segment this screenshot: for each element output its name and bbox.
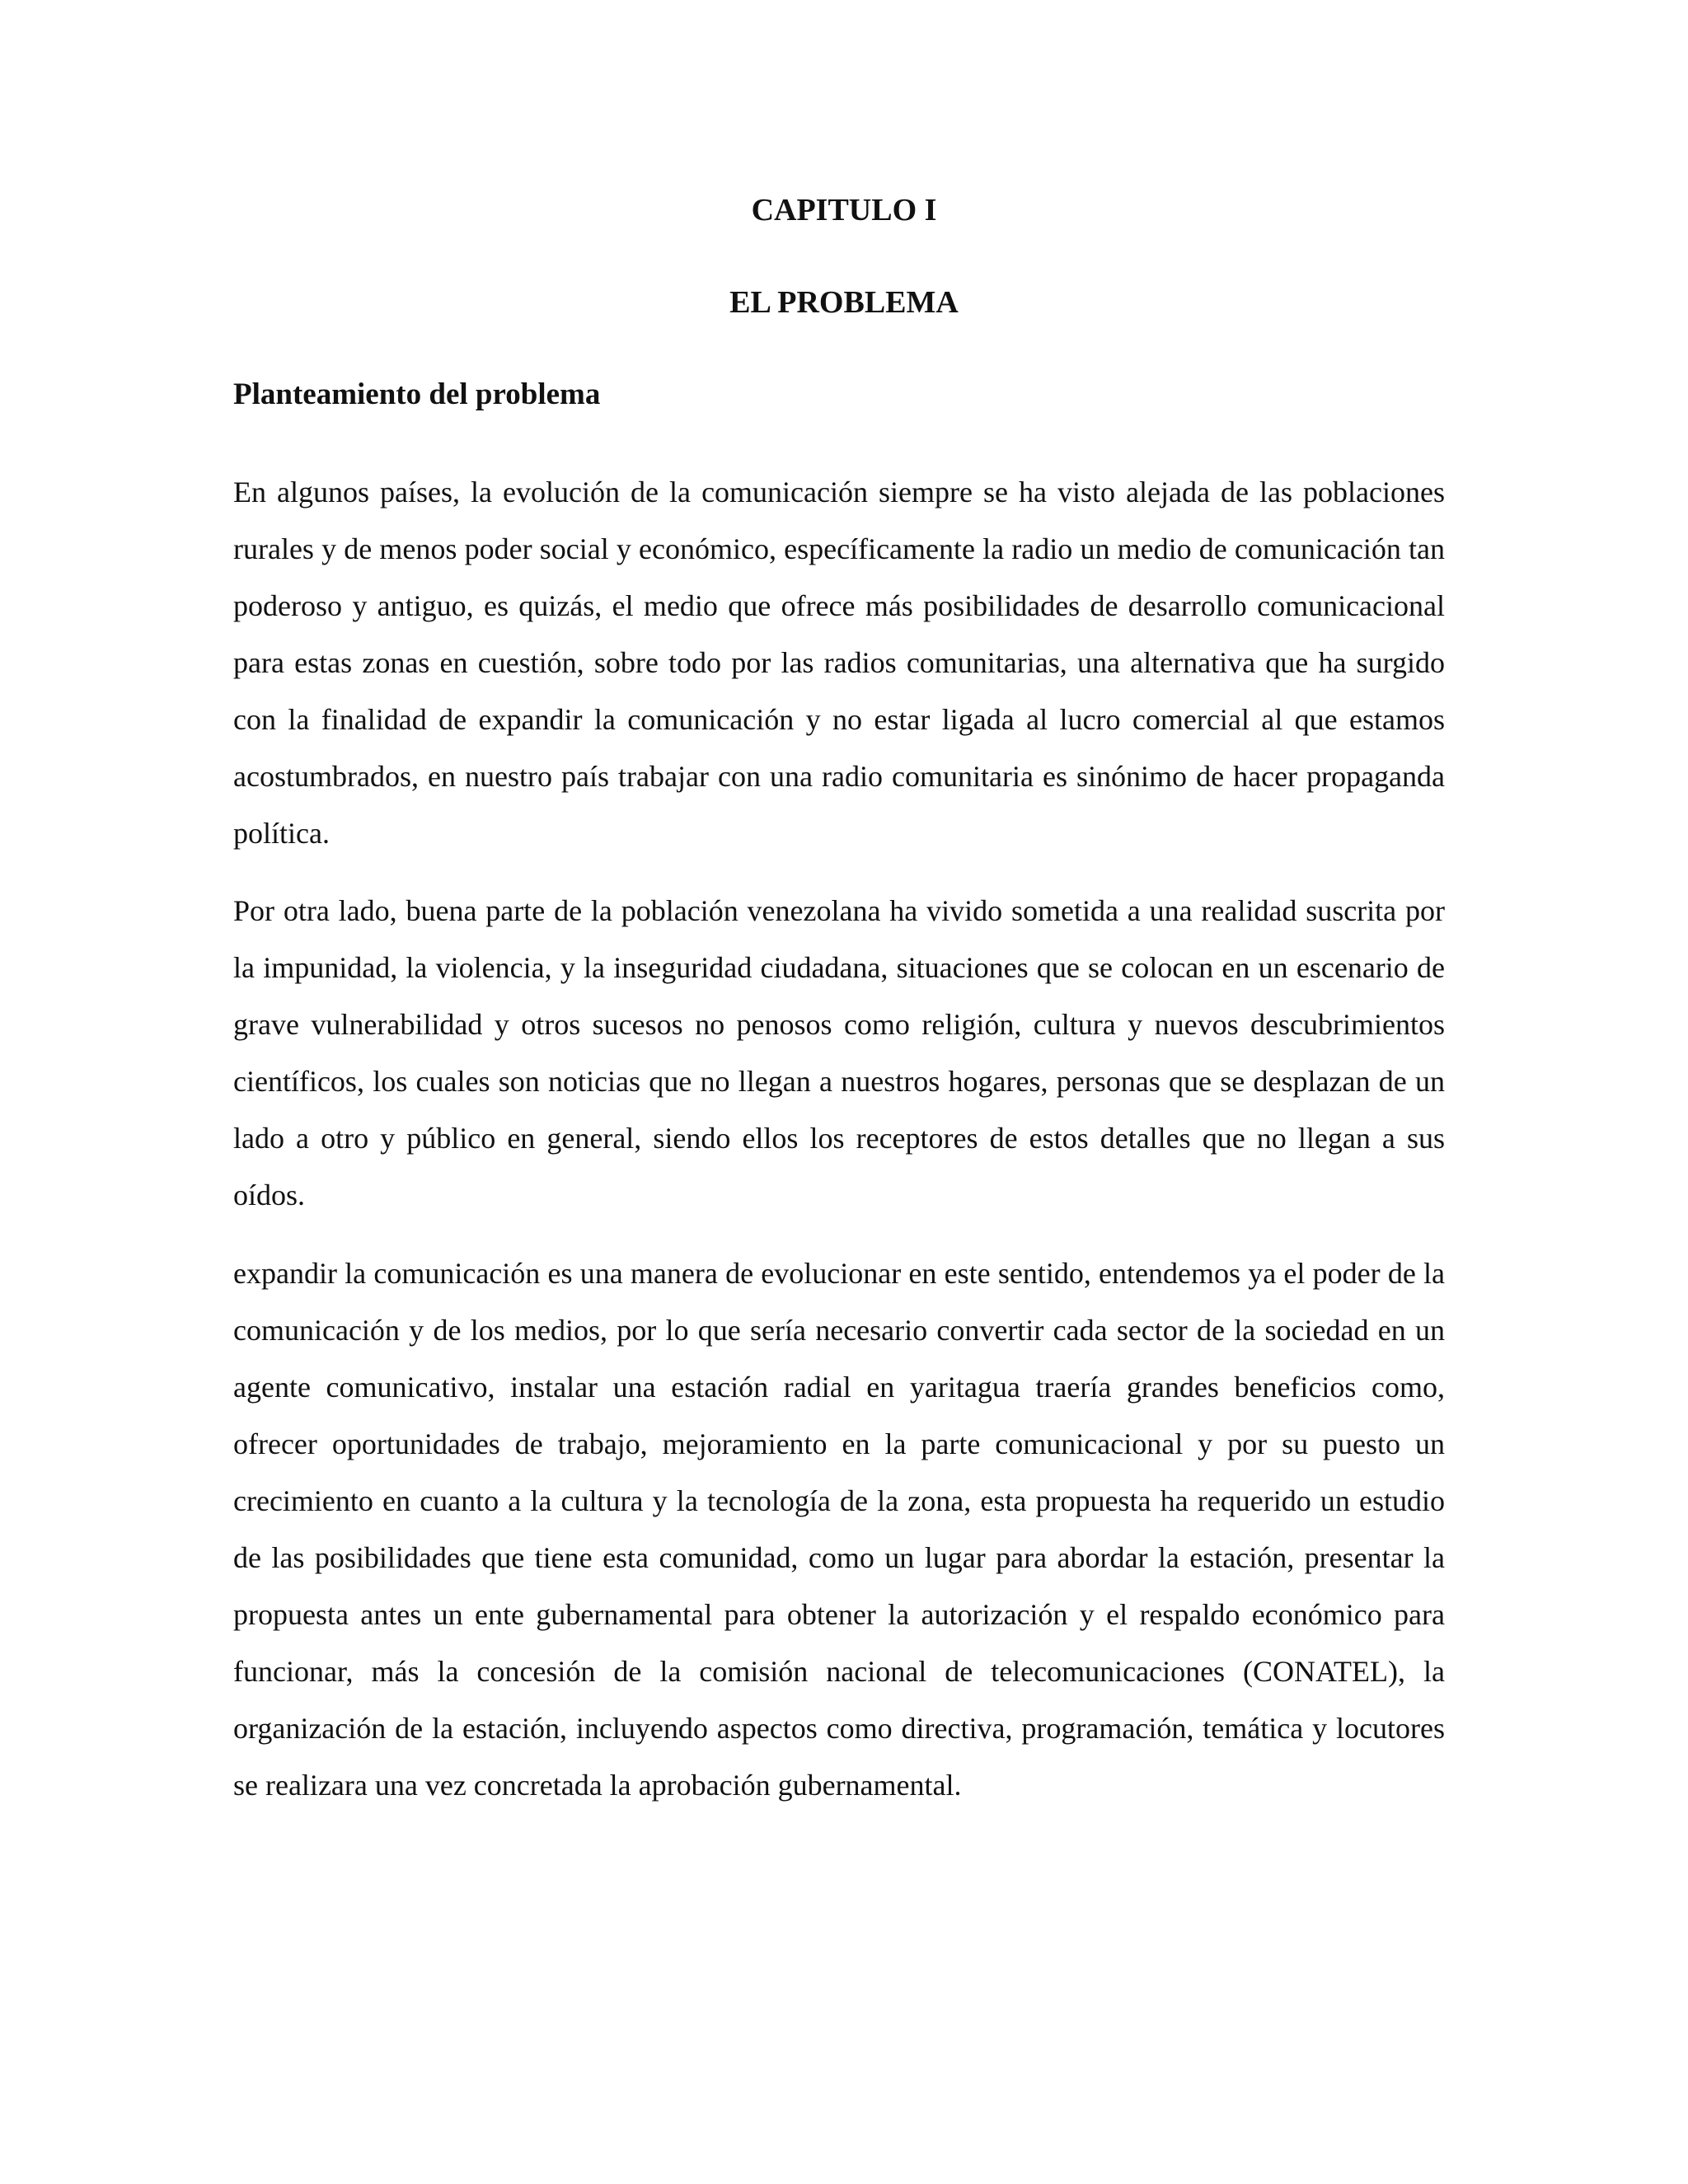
body-paragraph: expandir la comunicación es una manera de evolucionar en este sentido, entendemos ya el poder de la comunicación y de los medios, por lo que sería necesario convertir cada sector de la sociedad en un agente comunicativo, instalar una estación radial en yaritagua traería grandes beneficios como, ofrecer oportunidades de trabajo, mejoramiento en la parte comunicacional y por su puesto un crecimiento en cuanto a la cultura y la tecnología de la zona, esta propuesta ha requerido un estudio de las posibilidades que tiene esta comunidad, como un lugar para abordar la estación, presentar la propuesta antes un ente gubernamental para obtener la autorización y el respaldo económico para funcionar, más la concesión de la comisión nacional de telecomunicaciones (CONATEL), la organización de la estación, incluyendo aspectos como directiva, programación, temática y locutores se realizara una vez concretada la aprobación gubernamental.	[233, 1257, 1445, 1802]
body-paragraph: En algunos países, la evolución de la comunicación siempre se ha visto alejada de las poblaciones rurales y de menos poder social y económico, específicamente la radio un medio de comunicación tan poderoso y antiguo, es quizás, el medio que ofrece más posibilidades de desarrollo comunicacional para estas zonas en cuestión, sobre todo por las radios comunitarias, una alternativa que ha surgido con la finalidad de expandir la comunicación y no estar ligada al lucro comercial al que estamos acostumbrados, en nuestro país trabajar con una radio comunitaria es sinónimo de hacer propaganda política.	[233, 476, 1445, 850]
subheading: Planteamiento del problema	[233, 377, 601, 411]
section-title: EL PROBLEMA	[729, 285, 959, 320]
chapter-title: CAPITULO I	[751, 193, 937, 227]
body-paragraph: Por otra lado, buena parte de la población venezolana ha vivido sometida a una realidad suscrita por la impunidad, la violencia, y la inseguridad ciudadana, situaciones que se colocan en un escenario de grave vulnerabilidad y otros sucesos no penosos como religión, cultura y nuevos descubrimientos científicos, los cuales son noticias que no llegan a nuestros hogares, personas que se desplazan de un lado a otro y público en general, siendo ellos los receptores de estos detalles que no llegan a sus oídos.	[233, 894, 1445, 1212]
